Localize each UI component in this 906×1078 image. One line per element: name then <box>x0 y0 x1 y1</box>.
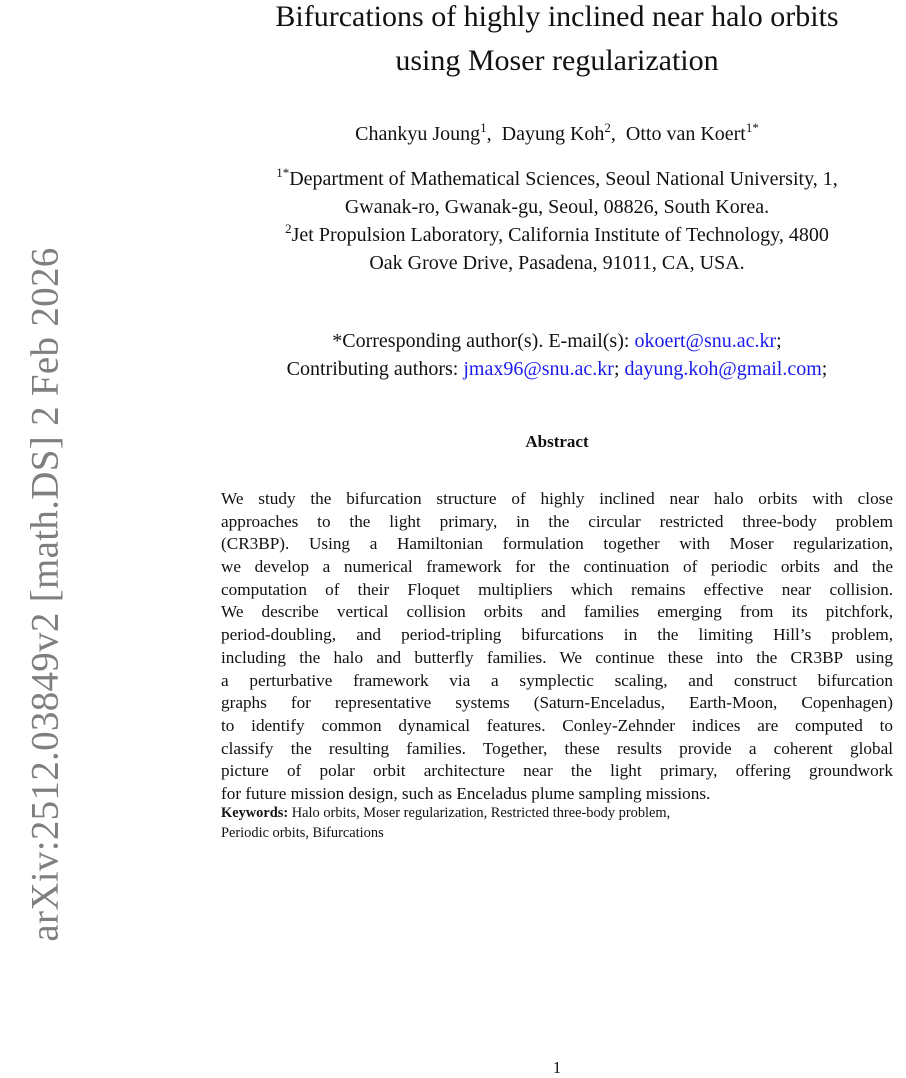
author-affiliation-mark: 1* <box>745 120 759 135</box>
abstract-line: approaches to the light primary, in the circular restricted three-body problem <box>221 511 893 531</box>
abstract-line: including the halo and butterfly families. We continue these into the CR3BP using <box>221 647 893 667</box>
paper-title-line-1: Bifurcations of highly inclined near halo orbits <box>275 0 839 33</box>
page-number: 1 <box>552 1058 562 1077</box>
author-name: Otto van Koert <box>625 123 746 145</box>
affiliation-mark: 1* <box>276 165 290 180</box>
abstract-line: graphs for representative systems (Saturn-Enceladus, Earth-Moon, Copenhagen) <box>221 693 893 713</box>
separator: ; <box>776 330 782 352</box>
abstract-line: to identify common dynamical features. Conley-Zehnder indices are computed to <box>221 715 893 735</box>
abstract-line: we develop a numerical framework for the continuation of periodic orbits and the <box>221 557 893 577</box>
author-list: Chankyu Joung$^1$, Dayung Koh$^2$, Otto van Koert$^{1*}$ <box>355 120 759 145</box>
email-link[interactable]: jmax96@snu.ac.kr <box>463 358 614 380</box>
keywords-label: Keywords: <box>221 805 289 821</box>
abstract-line: We study the bifurcation structure of highly inclined near halo orbits with close <box>221 489 893 508</box>
keywords-text: Halo orbits, Moser regularization, Restricted three-body problem, <box>291 805 671 821</box>
affiliation-text: Jet Propulsion Laboratory, California Institute of Technology, 4800 <box>291 224 829 246</box>
keywords-text: Periodic orbits, Bifurcations <box>221 825 384 841</box>
abstract-heading: Abstract <box>525 432 589 451</box>
affiliation-mark: 2 <box>285 221 292 236</box>
separator: ; <box>613 358 620 380</box>
abstract-line: classify the resulting families. Together, these results provide a coherent global <box>221 738 893 758</box>
abstract-line: We describe vertical collision orbits and families emerging from its pitchfork, <box>221 602 893 622</box>
abstract-line: period-doubling, and period-tripling bifurcations in the limiting Hill’s problem, <box>221 625 893 645</box>
affiliation-2 <box>210 221 904 249</box>
email-link[interactable]: dayung.koh@gmail.com <box>624 358 822 380</box>
author-affiliation-mark: 2 <box>604 120 611 135</box>
abstract-line: for future mission design, such as Enceladus plume sampling missions. <box>221 783 711 803</box>
affiliation-text: Gwanak-ro, Gwanak-gu, Seoul, 08826, South Korea. <box>344 196 770 218</box>
corresponding-label: *Corresponding author(s). E-mail(s): <box>332 330 630 352</box>
keywords <box>221 803 670 843</box>
contact-info <box>210 327 904 383</box>
abstract-line: picture of polar orbit architecture near the light primary, offering groundwork <box>221 761 893 781</box>
abstract-line: computation of their Floquet multipliers which remains effective near collision. <box>221 579 893 599</box>
affiliation-1 <box>210 165 904 193</box>
email-link[interactable]: okoert@snu.ac.kr <box>634 330 777 352</box>
abstract-line: (CR3BP). Using a Hamiltonian formulation together with Moser regularization, <box>221 534 893 554</box>
paper-title-line-2: using Moser regularization <box>395 44 719 77</box>
abstract-line: a perturbative framework via a symplectic scaling, and construct bifurcation <box>221 670 893 690</box>
affiliations <box>210 165 904 277</box>
affiliation-text: Department of Mathematical Sciences, Seoul National University, 1, <box>289 168 838 190</box>
affiliation-text: Oak Grove Drive, Pasadena, 91011, CA, USA. <box>369 252 745 274</box>
separator: ; <box>821 358 828 380</box>
contributing-label: Contributing authors: <box>286 358 459 380</box>
abstract-body <box>221 488 893 806</box>
author-name: Dayung Koh <box>501 123 605 145</box>
author-affiliation-mark: 1 <box>480 120 487 135</box>
arxiv-identifier-sidebar: arXiv:2512.03849v2 [math.DS] 2 Feb 2026 <box>23 247 67 942</box>
author-name: Chankyu Joung <box>355 123 481 145</box>
